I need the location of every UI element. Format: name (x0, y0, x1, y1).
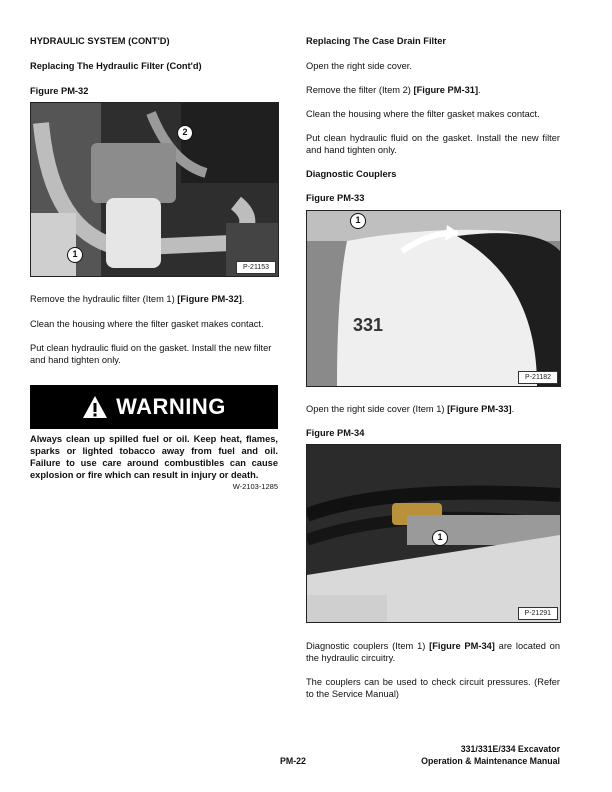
warning-triangle-icon (82, 395, 108, 419)
warning-code: W-2103-1285 (232, 482, 278, 491)
callout-2: 2 (177, 125, 193, 141)
figure-pm34-photo (306, 444, 561, 623)
remove-case-filter-paragraph: Remove the filter (Item 2) [Figure PM-31]. (306, 85, 481, 95)
case-drain-title: Replacing The Case Drain Filter (306, 36, 447, 46)
figure-pm32-photo (30, 102, 279, 277)
callout-1: 1 (67, 247, 83, 263)
couplers-pressure-paragraph: The couplers can be used to check circuit pressures. (Refer to the Service Manual) (306, 677, 560, 699)
section-title: HYDRAULIC SYSTEM (CONT'D) (30, 36, 170, 46)
remove-filter-paragraph: Remove the hydraulic filter (Item 1) [Figure PM-32]. (30, 294, 245, 304)
page-number: PM-22 (280, 756, 306, 766)
open-side-cover-paragraph: Open the right side cover (Item 1) [Figure PM-33]. (306, 404, 515, 414)
figure-pm33-label: Figure PM-33 (306, 193, 365, 203)
install-case-filter-paragraph: Put clean hydraulic fluid on the gasket. Install the new filter and hand tighten only. (306, 133, 560, 155)
photo-number: P-21153 (236, 261, 276, 274)
side-cover-illustration (307, 211, 560, 386)
figure-pm32-label: Figure PM-32 (30, 86, 89, 96)
footer-model: 331/331E/334 Excavator (460, 744, 560, 754)
diagnostic-couplers-paragraph: Diagnostic couplers (Item 1) [Figure PM-34] are located on the hydraulic circuitry. (306, 641, 560, 663)
photo-number: P-21291 (518, 607, 558, 620)
warning-banner (30, 385, 278, 429)
figure-pm33-photo (306, 210, 561, 387)
install-filter-paragraph: Put clean hydraulic fluid on the gasket. Install the new filter and hand tighten only. (30, 343, 272, 365)
model-decal: 331 (353, 315, 384, 335)
clean-case-housing-paragraph: Clean the housing where the filter gasket makes contact. (306, 109, 540, 119)
open-cover-paragraph: Open the right side cover. (306, 61, 412, 71)
subsection-title: Replacing The Hydraulic Filter (Cont'd) (30, 61, 202, 71)
footer-manual: Operation & Maintenance Manual (421, 756, 560, 766)
callout-1: 1 (350, 213, 366, 229)
photo-number: P-21182 (518, 371, 558, 384)
diagnostic-couplers-title: Diagnostic Couplers (306, 169, 397, 179)
clean-housing-paragraph: Clean the housing where the filter gasket makes contact. (30, 319, 264, 329)
figure-pm34-label: Figure PM-34 (306, 428, 365, 438)
warning-title: WARNING (116, 394, 226, 420)
callout-1: 1 (432, 530, 448, 546)
warning-body: Always clean up spilled fuel or oil. Keep heat, flames, sparks or lighted tobacco away from fuel and oil. Failure to use care around combustibles can cause explosion or fire which can result in injury or death. (30, 434, 278, 480)
